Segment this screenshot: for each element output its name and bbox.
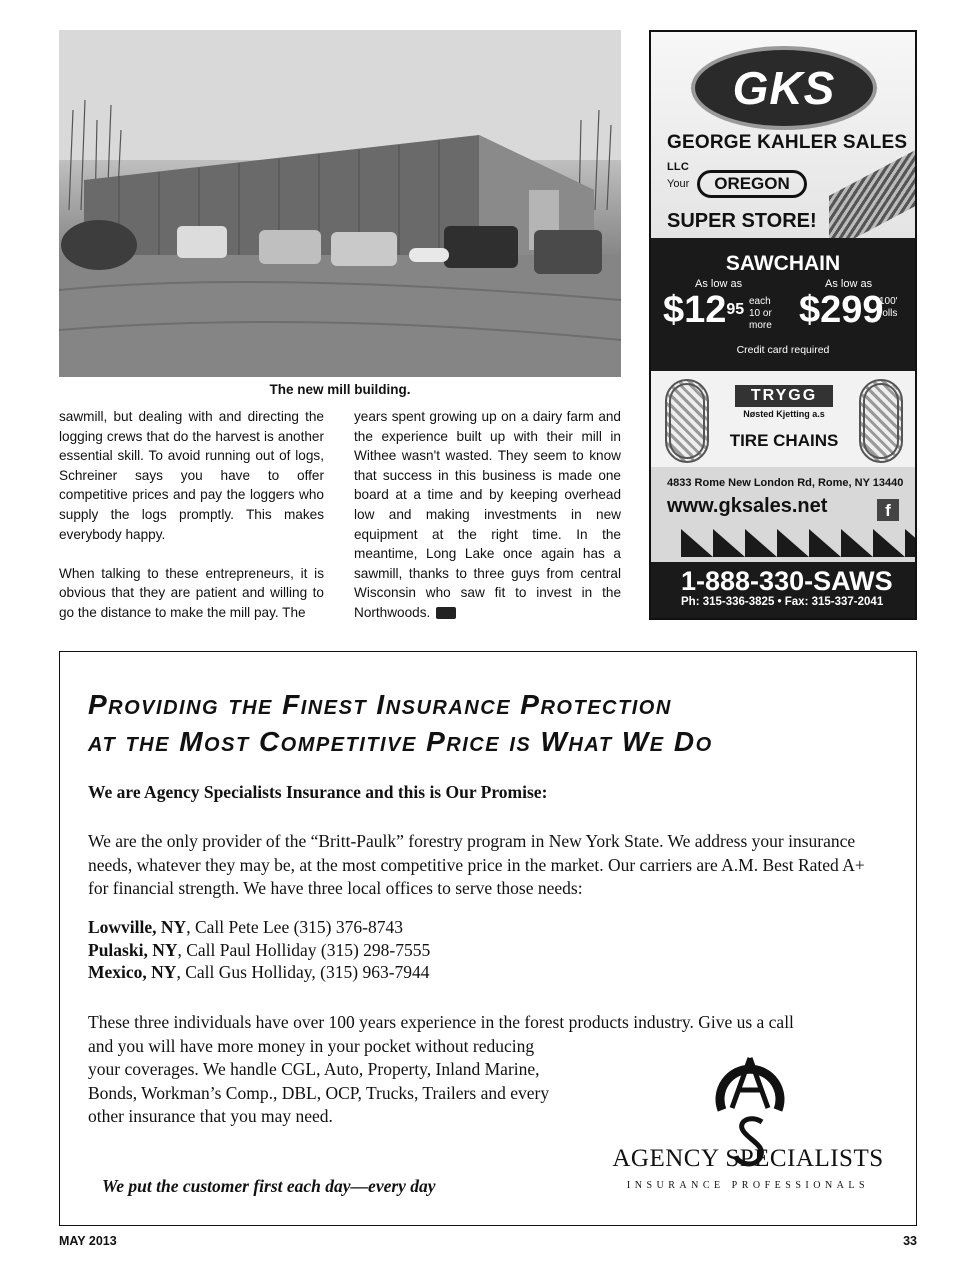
credit-note: Credit card required (736, 344, 830, 356)
price-each-cents: 95 (726, 301, 745, 318)
office-city: Mexico, NY (88, 962, 177, 982)
office-contact: , Call Paul Holliday (315) 298-7555 (177, 939, 431, 960)
company-suffix: LLC (667, 161, 689, 173)
article-paragraph: When talking to these entrepreneurs, it is obvious that they are patient and willing to go the distance to make the mill pay. The (59, 565, 324, 620)
paragraph-2-rest: and you will have more money in your pocket without reducing your coverages. We handle CGL, Auto, Property, Inland Marine, Bonds, Workman’s Comp., DBL, OCP, Trucks, Trailers and every other insurance that you may need. (88, 1035, 550, 1126)
insurance-headline (88, 686, 713, 760)
tire-chains-heading: TIRE CHAINS (729, 431, 839, 450)
article-column-2 (354, 407, 621, 623)
headline-line-1: Providing the Finest Insurance Protection (88, 689, 672, 720)
office-contact: , Call Gus Holliday, (315) 963-7944 (176, 962, 430, 982)
as-low-as-label: As low as (695, 278, 743, 290)
insurance-paragraph-1: We are the only provider of the “Britt-Paulk” forestry program in New York State. We address your insurance needs, whatever they may be, at the most competitive price in the market. Our carriers are A.M. Best Rated A+ for financial strength. We have three local offices to serve those needs: (88, 831, 865, 898)
price-each-dollars: $12 (663, 289, 727, 331)
saw-teeth-decoration (651, 525, 917, 557)
gks-advertisement (649, 30, 917, 620)
trygg-logo: TRYGG (735, 385, 833, 407)
paragraph-2-first-line: These three individuals have over 100 years experience in the forest products industry. Give us a call (88, 1012, 794, 1032)
website-link[interactable]: www.gksales.net (667, 495, 828, 517)
gks-contact (651, 467, 915, 620)
end-mark-icon (436, 607, 456, 619)
agency-specialists-name: AGENCY SPECIALISTS (612, 1145, 884, 1172)
sawchain-pricing (651, 238, 915, 371)
office-list (88, 916, 430, 984)
super-store-label: SUPER STORE! (667, 210, 817, 232)
phone-number[interactable]: 1-888-330-SAWS (681, 566, 893, 596)
sawchain-heading: SAWCHAIN (725, 252, 841, 275)
photo-caption: The new mill building. (269, 382, 411, 397)
phone-fax: Ph: 315-336-3825 • Fax: 315-337-2041 (681, 596, 884, 608)
headline-line-2: at the Most Competitive Price is What We Do (88, 726, 713, 757)
insurance-tagline: We put the customer first each day—every day (102, 1176, 436, 1196)
address: 4833 Rome New London Rd, Rome, NY 13440 (667, 477, 904, 489)
tire-chain-icon (665, 379, 709, 463)
tire-chain-icon (859, 379, 903, 463)
kjetting-label: Nøsted Kjetting a.s (743, 409, 825, 419)
office-city: Lowville, NY (88, 917, 187, 937)
office-item (88, 916, 430, 939)
footer-issue: MAY 2013 (59, 1234, 117, 1248)
mill-photo-illustration (59, 30, 621, 377)
insurance-advertisement (59, 651, 917, 1226)
price-each-unit: each 10 or more (749, 296, 772, 331)
office-item (88, 961, 430, 984)
facebook-icon[interactable]: f (877, 499, 899, 521)
insurance-professionals-label: INSURANCE PROFESSIONALS (626, 1180, 870, 1191)
phone-bar (651, 562, 915, 620)
price-rolls: $299 (799, 289, 884, 331)
gks-logo: GKS (691, 46, 877, 130)
gks-ad-header (651, 32, 915, 238)
article-paragraph: sawmill, but dealing with and directing the logging crews that do the harvest is another essential skill. To avoid running out of logs, Schreiner says you have to offer competitive prices and pay the loggers who supply the logs promptly. This makes everybody happy. (59, 409, 324, 542)
page-number: 33 (903, 1234, 917, 1248)
price-each (663, 290, 744, 330)
article-paragraph: years spent growing up on a dairy farm and the experience built up with their mill in Withee wasn't wasted. They seem to know that success in this business is made one board at a time and by keeping overhead low and making investments in new equipment at the right time. In the meantime, Long Lake once again has a sawmill, thanks to three guys from central Wisconsin who saw fit to invest in the Northwoods. (354, 409, 621, 620)
company-name-text: GEORGE KAHLER SALES (667, 132, 908, 153)
price-rolls-unit: 100' rolls (879, 296, 898, 319)
your-label: Your (667, 178, 690, 190)
as-low-as-label: As low as (825, 278, 873, 290)
office-item (88, 939, 430, 962)
oregon-logo: OREGON (697, 170, 807, 198)
office-city: Pulaski, NY (88, 939, 178, 960)
tire-chains-section (651, 371, 915, 467)
mill-photo (59, 30, 621, 377)
office-contact: , Call Pete Lee (315) 376-8743 (186, 917, 403, 937)
article-column-1 (59, 407, 324, 642)
insurance-subtitle: We are Agency Specialists Insurance and this is Our Promise: (88, 782, 548, 802)
